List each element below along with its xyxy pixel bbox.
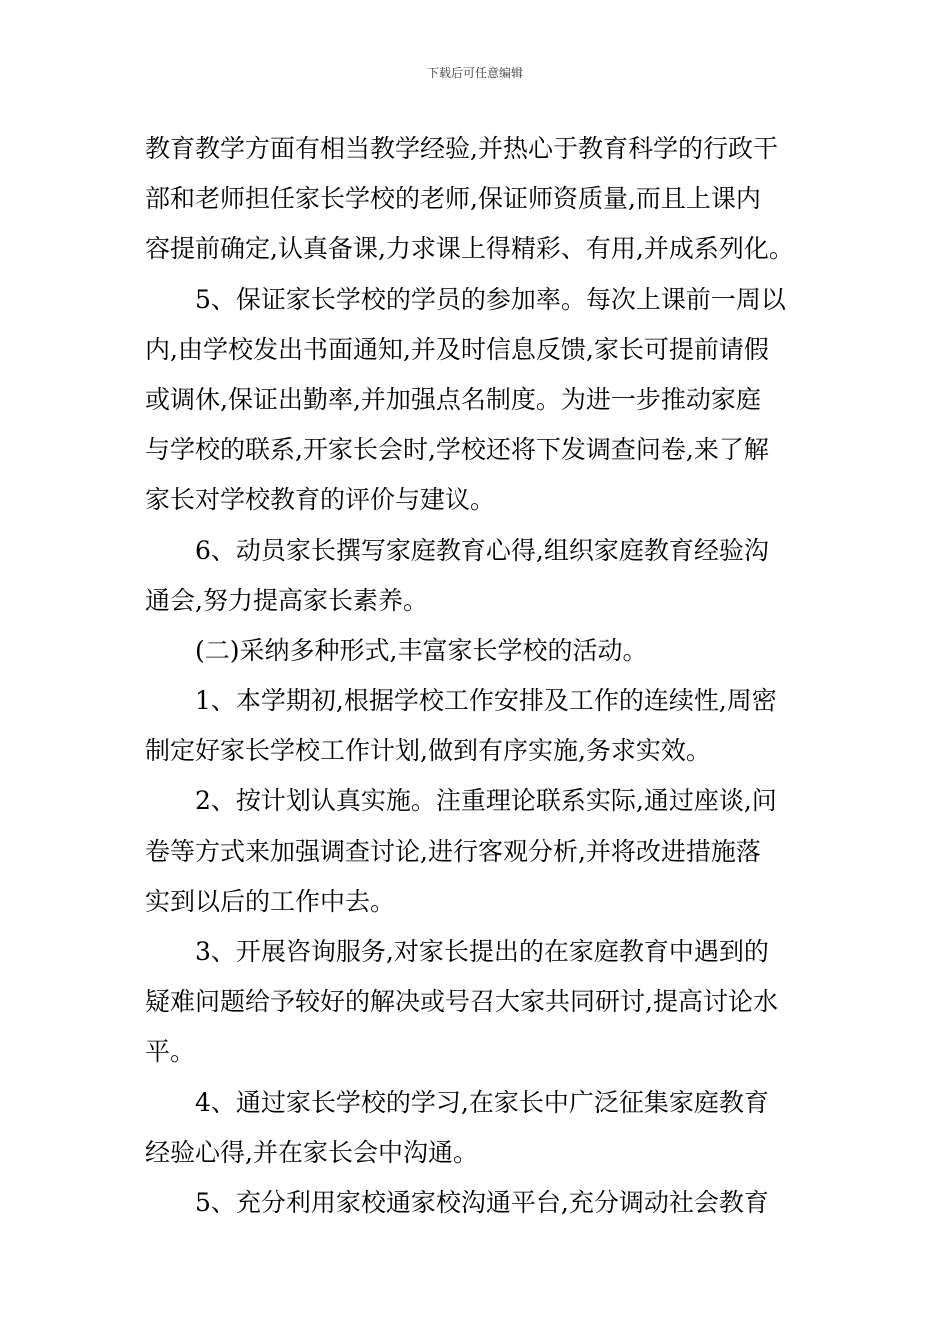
page-header: 下载后可任意编辑: [426, 66, 523, 80]
text-line: 制定好家长学校工作计划,做到有序实施,务求实效。: [145, 736, 711, 766]
text-line: 通会,努力提高家长素养。: [145, 585, 428, 615]
text-line: 部和老师担任家长学校的老师,保证师资质量,而且上课内: [145, 184, 761, 214]
paragraph-start-line: 4、通过家长学校的学习,在家长中广泛征集家庭教育: [195, 1087, 769, 1117]
text-line: 内,由学校发出书面通知,并及时信息反馈,家长可提前请假: [145, 334, 769, 364]
paragraph-start-line: 1、本学期初,根据学校工作安排及工作的连续性,周密: [195, 686, 777, 716]
text-line: 容提前确定,认真备课,力求课上得精彩、有用,并成系列化。: [145, 234, 794, 264]
text-line: 教育教学方面有相当教学经验,并热心于教育科学的行政干: [145, 134, 778, 163]
text-line: 经验心得,并在家长会中沟通。: [145, 1137, 478, 1167]
text-line: 疑难问题给予较好的解决或号召大家共同研讨,提高讨论水: [145, 987, 778, 1017]
paragraph-start-line: 5、保证家长学校的学员的参加率。每次上课前一周以: [195, 284, 786, 314]
section-heading: (二)采纳多种形式,丰富家长学校的活动。: [195, 635, 648, 665]
document-body: [145, 124, 809, 1228]
text-line: 与学校的联系,开家长会时,学校还将下发调查问卷,来了解: [145, 435, 769, 465]
paragraph-start-line: 2、按计划认真实施。注重理论联系实际,通过座谈,问: [195, 786, 777, 816]
text-line: 家长对学校教育的评价与建议。: [145, 485, 496, 515]
paragraph-start-line: 5、充分利用家校通家校沟通平台,充分调动社会教育: [195, 1187, 769, 1217]
paragraph-start-line: 6、动员家长撰写家庭教育心得,组织家庭教育经验沟: [195, 535, 769, 565]
paragraph-start-line: 3、开展咨询服务,对家长提出的在家庭教育中遇到的: [195, 937, 769, 966]
text-line: 或调休,保证出勤率,并加强点名制度。为进一步推动家庭: [145, 384, 761, 414]
text-line: 卷等方式来加强调查讨论,进行客观分析,并将改进措施落: [145, 836, 761, 866]
text-line: 实到以后的工作中去。: [145, 886, 396, 916]
text-line: 平。: [145, 1037, 196, 1067]
